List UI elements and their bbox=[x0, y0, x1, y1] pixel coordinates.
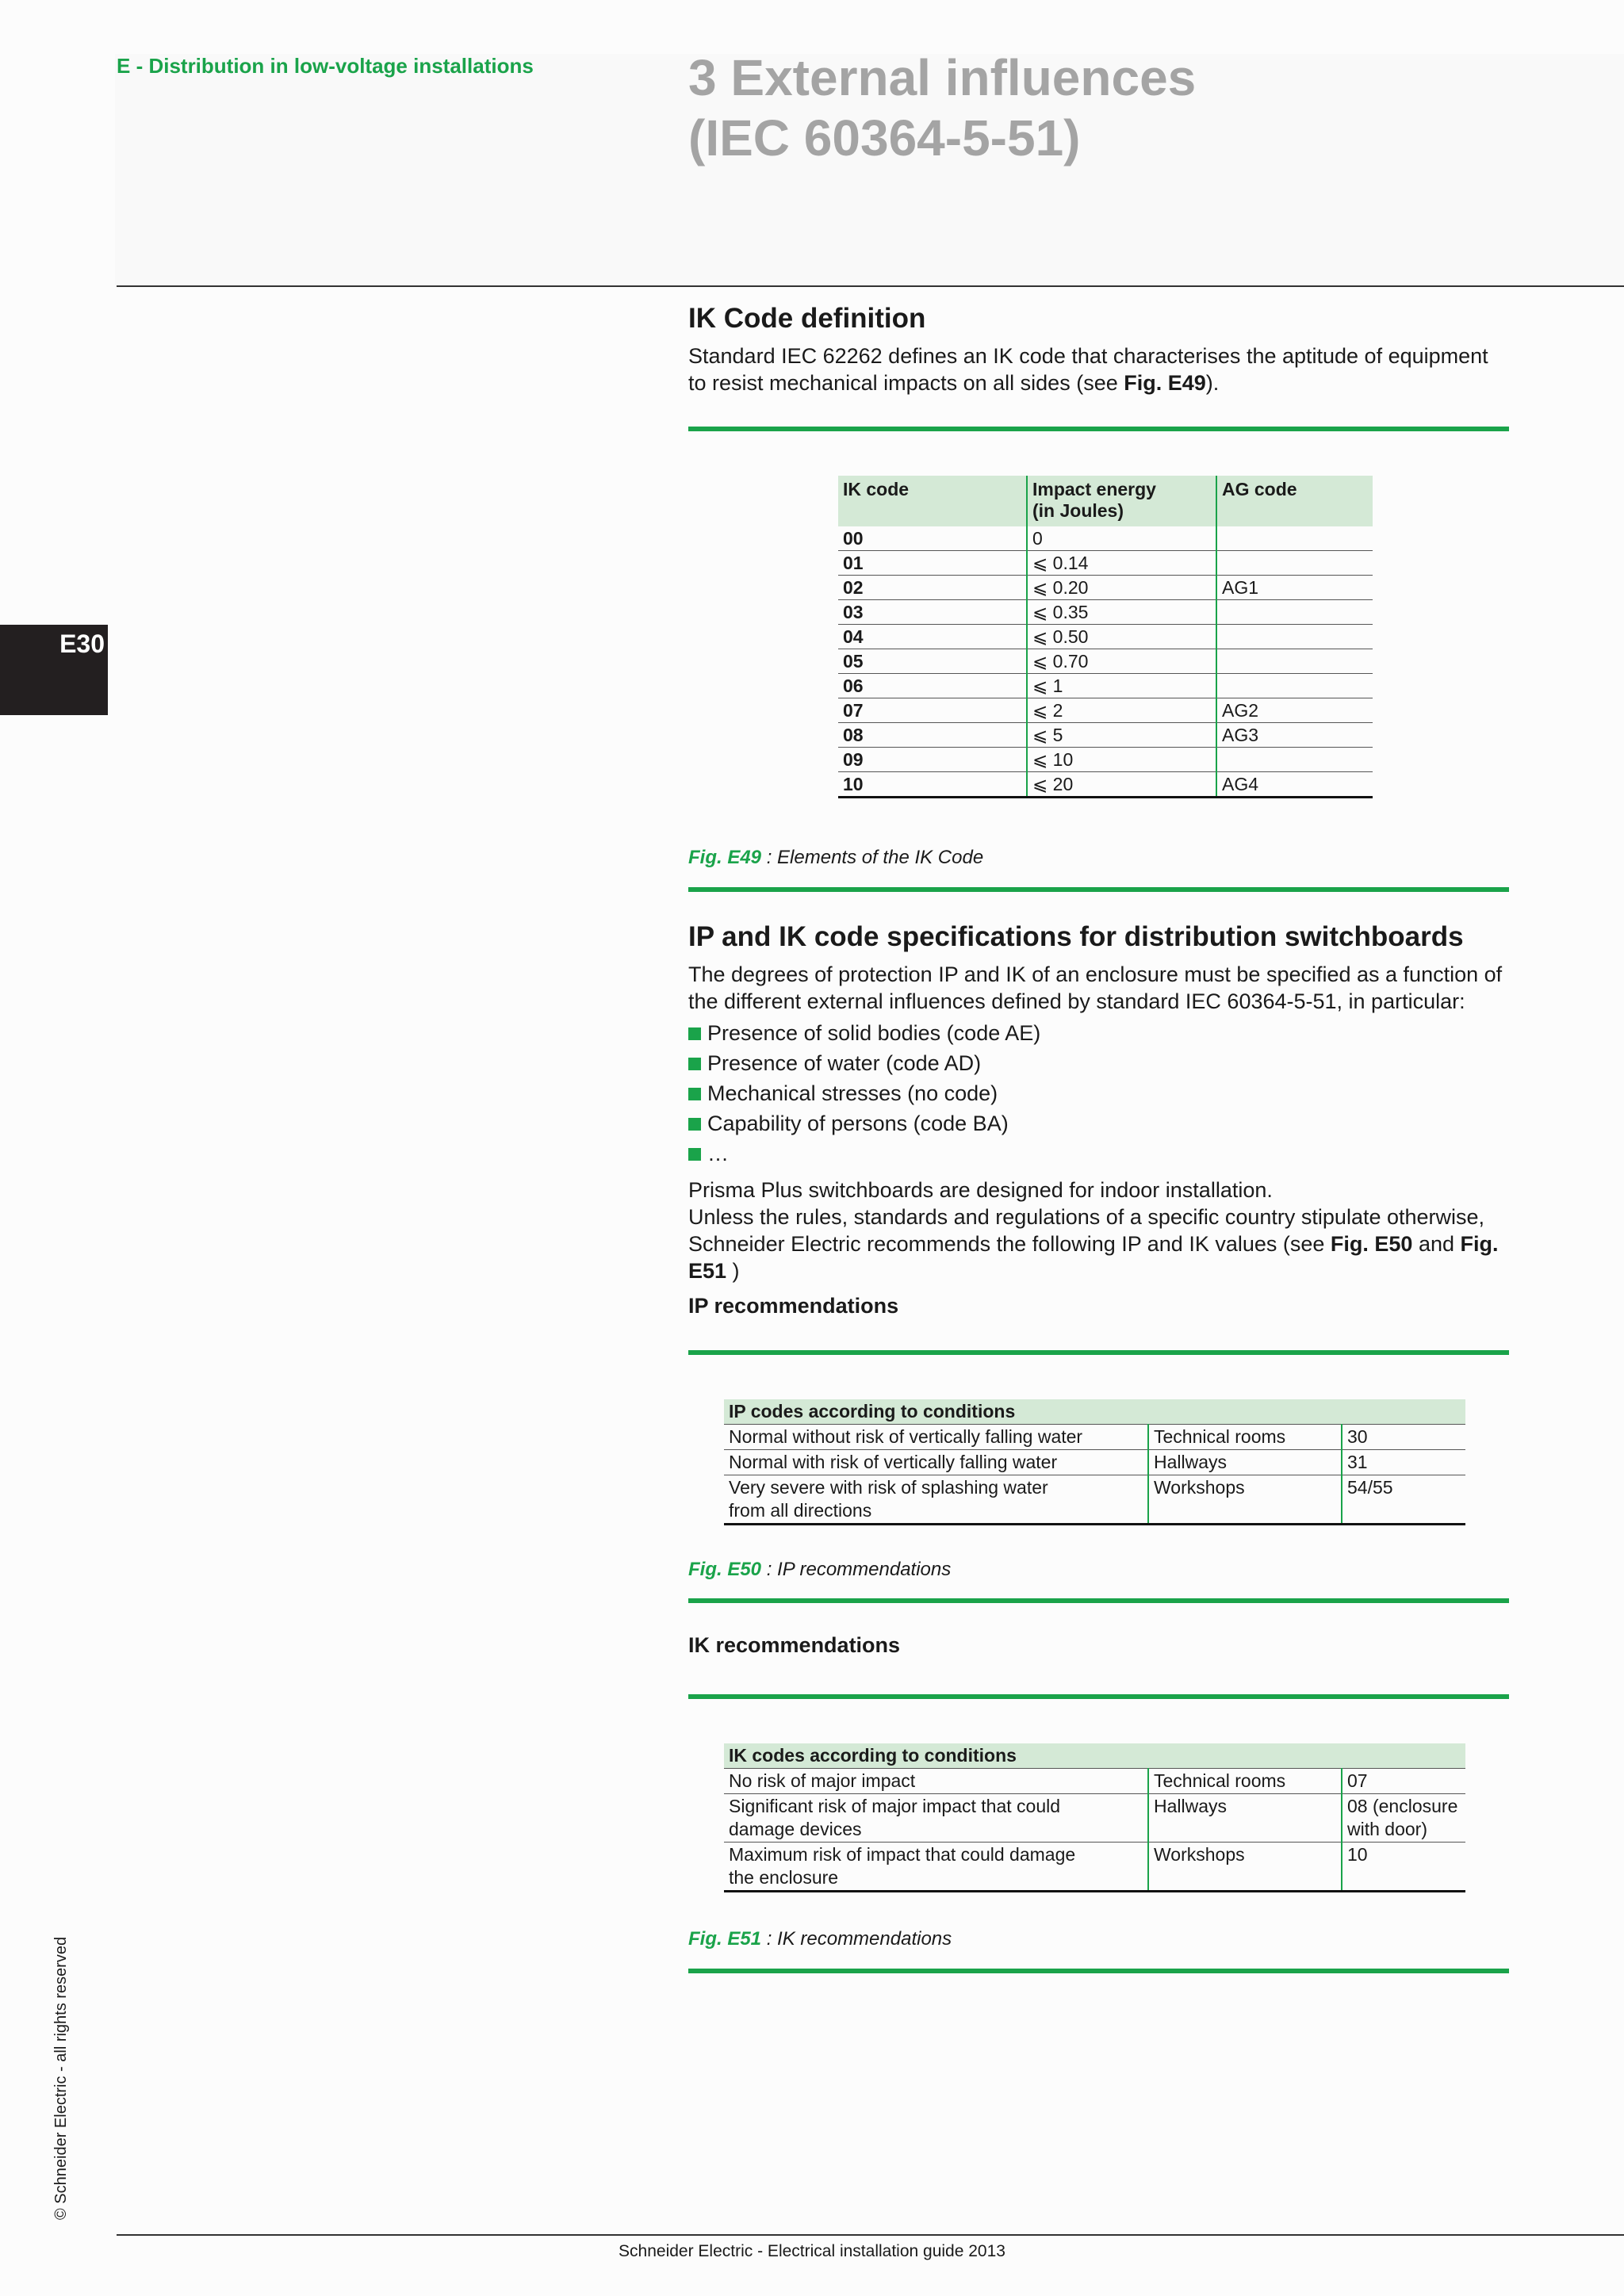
table-cell: AG2 bbox=[1216, 698, 1373, 723]
table-row bbox=[838, 600, 1373, 625]
table-cell: 02 bbox=[838, 576, 1027, 600]
section-ik-definition bbox=[688, 303, 1509, 396]
list-item: … bbox=[688, 1138, 1509, 1169]
column-header: IK code bbox=[838, 476, 1027, 526]
table-cell: 01 bbox=[838, 551, 1027, 576]
table-cell: 0 bbox=[1027, 526, 1216, 551]
table-header-row bbox=[838, 476, 1373, 526]
table-cell: 07 bbox=[1342, 1769, 1465, 1794]
table-cell: Normal without risk of vertically falling water bbox=[724, 1425, 1148, 1450]
table-cell: ⩽ 0.20 bbox=[1027, 576, 1216, 600]
table-cell bbox=[1216, 649, 1373, 674]
table-row bbox=[724, 1425, 1465, 1450]
paragraph-text: Standard IEC 62262 defines an IK code that characterises the aptitude of equipment to resist mechanical impacts on all sides (see bbox=[688, 344, 1488, 395]
table-row bbox=[724, 1843, 1465, 1892]
figure-caption-e50 bbox=[688, 1559, 951, 1581]
chapter-title-line2: (IEC 60364-5-51) bbox=[688, 109, 1081, 166]
table-cell bbox=[1216, 551, 1373, 576]
table-header-row bbox=[724, 1399, 1465, 1425]
table-cell: 04 bbox=[838, 625, 1027, 649]
table-cell: 07 bbox=[838, 698, 1027, 723]
table-cell: 05 bbox=[838, 649, 1027, 674]
section-title-ik-definition: IK Code definition bbox=[688, 303, 926, 334]
ip-recommendations-table bbox=[724, 1399, 1465, 1525]
footer-rule bbox=[117, 2234, 1624, 2236]
figure-label: Fig. E49 bbox=[688, 847, 762, 868]
list-item: Mechanical stresses (no code) bbox=[688, 1078, 1509, 1108]
table-cell: 03 bbox=[838, 600, 1027, 625]
table-cell bbox=[1216, 526, 1373, 551]
green-rule bbox=[688, 427, 1509, 431]
paragraph-text: ) bbox=[726, 1259, 740, 1283]
table-cell: 54/55 bbox=[1342, 1475, 1465, 1525]
table-row bbox=[724, 1475, 1465, 1525]
table-cell: AG1 bbox=[1216, 576, 1373, 600]
table-row bbox=[838, 723, 1373, 748]
table-cell: ⩽ 0.14 bbox=[1027, 551, 1216, 576]
table-cell bbox=[1216, 625, 1373, 649]
figure-caption-e51 bbox=[688, 1928, 952, 1950]
page-footer: Schneider Electric - Electrical installation guide 2013 bbox=[619, 2242, 1005, 2260]
table-row bbox=[838, 625, 1373, 649]
ik-code-table bbox=[838, 476, 1373, 798]
section-ip-ik-specifications bbox=[688, 921, 1509, 1318]
table-cell: Technical rooms bbox=[1148, 1769, 1342, 1794]
caption-text: : IP recommendations bbox=[761, 1559, 952, 1580]
copyright-notice: © Schneider Electric - all rights reserved bbox=[52, 1936, 70, 2220]
running-head: E - Distribution in low-voltage installations bbox=[117, 54, 534, 78]
figure-reference[interactable]: Fig. E51 bbox=[688, 1232, 1499, 1283]
table-row bbox=[838, 526, 1373, 551]
column-header: AG code bbox=[1216, 476, 1373, 526]
paragraph-text: ). bbox=[1205, 371, 1220, 395]
table-cell: Workshops bbox=[1148, 1843, 1342, 1892]
table-cell: Technical rooms bbox=[1148, 1425, 1342, 1450]
ik-definition-paragraph bbox=[688, 342, 1509, 396]
chapter-title-line1: 3 External influences bbox=[688, 49, 1197, 106]
table-cell: Normal with risk of vertically falling water bbox=[724, 1450, 1148, 1475]
table-cell: 08 bbox=[838, 723, 1027, 748]
table-cell: Workshops bbox=[1148, 1475, 1342, 1525]
figure-reference[interactable]: Fig. E49 bbox=[1124, 371, 1206, 395]
table-row bbox=[724, 1794, 1465, 1843]
table-cell: 31 bbox=[1342, 1450, 1465, 1475]
caption-text: : IK recommendations bbox=[761, 1928, 952, 1950]
table-header-row bbox=[724, 1743, 1465, 1769]
table-row bbox=[724, 1769, 1465, 1794]
figure-label: Fig. E51 bbox=[688, 1928, 762, 1950]
table-cell: 10 bbox=[1342, 1843, 1465, 1892]
table-row bbox=[838, 772, 1373, 798]
table-row bbox=[838, 551, 1373, 576]
figure-label: Fig. E50 bbox=[688, 1559, 762, 1580]
green-rule bbox=[688, 1598, 1509, 1603]
recommendation-paragraph bbox=[688, 1203, 1509, 1284]
table-cell: ⩽ 0.50 bbox=[1027, 625, 1216, 649]
table-cell bbox=[1216, 600, 1373, 625]
page-number-tab bbox=[0, 625, 108, 715]
list-item: Capability of persons (code BA) bbox=[688, 1108, 1509, 1138]
table-cell: 00 bbox=[838, 526, 1027, 551]
table-row bbox=[838, 748, 1373, 772]
table-row bbox=[838, 698, 1373, 723]
chapter-title bbox=[688, 48, 1196, 168]
table-cell: ⩽ 10 bbox=[1027, 748, 1216, 772]
figure-reference[interactable]: Fig. E50 bbox=[1330, 1232, 1413, 1256]
section-title-ip-ik: IP and IK code specifications for distribution switchboards bbox=[688, 921, 1464, 952]
table-row bbox=[838, 649, 1373, 674]
table-cell: ⩽ 2 bbox=[1027, 698, 1216, 723]
table-cell: ⩽ 20 bbox=[1027, 772, 1216, 798]
table-cell: No risk of major impact bbox=[724, 1769, 1148, 1794]
table-cell: ⩽ 1 bbox=[1027, 674, 1216, 698]
intro-paragraph: The degrees of protection IP and IK of an enclosure must be specified as a function of the different external influences defined by standard IEC 60364-5-51, in particular: bbox=[688, 962, 1503, 1013]
table-cell: 09 bbox=[838, 748, 1027, 772]
table-cell: Maximum risk of impact that could damage the enclosure bbox=[724, 1843, 1148, 1892]
table-cell: 06 bbox=[838, 674, 1027, 698]
table-cell: 08 (enclosure with door) bbox=[1342, 1794, 1465, 1843]
page-number: E30 bbox=[59, 629, 105, 658]
table-cell: Very severe with risk of splashing water from all directions bbox=[724, 1475, 1148, 1525]
list-item: Presence of water (code AD) bbox=[688, 1048, 1509, 1078]
table-cell bbox=[1216, 674, 1373, 698]
table-row bbox=[724, 1450, 1465, 1475]
figure-caption-e49 bbox=[688, 847, 983, 869]
ik-recommendations-subhead: IK recommendations bbox=[688, 1633, 901, 1657]
green-rule bbox=[688, 1694, 1509, 1699]
caption-text: : Elements of the IK Code bbox=[761, 847, 984, 868]
paragraph-text: Unless the rules, standards and regulations of a specific country stipulate otherwise, Schneider Electric recommends the following IP and IK values (see bbox=[688, 1205, 1485, 1256]
ip-recommendations-subhead: IP recommendations bbox=[688, 1294, 899, 1318]
table-cell bbox=[1216, 748, 1373, 772]
paragraph-text: and bbox=[1412, 1232, 1461, 1256]
table-cell: AG4 bbox=[1216, 772, 1373, 798]
table-cell: ⩽ 5 bbox=[1027, 723, 1216, 748]
table-cell: AG3 bbox=[1216, 723, 1373, 748]
table-cell: Hallways bbox=[1148, 1794, 1342, 1843]
table-cell: ⩽ 0.70 bbox=[1027, 649, 1216, 674]
green-rule bbox=[688, 887, 1509, 892]
table-row bbox=[838, 674, 1373, 698]
column-header: Impact energy (in Joules) bbox=[1027, 476, 1216, 526]
table-cell: 30 bbox=[1342, 1425, 1465, 1450]
table-row bbox=[838, 576, 1373, 600]
header-rule bbox=[117, 285, 1624, 287]
influences-list bbox=[688, 1018, 1509, 1169]
green-rule bbox=[688, 1969, 1509, 1973]
prisma-paragraph: Prisma Plus switchboards are designed for indoor installation. bbox=[688, 1178, 1273, 1202]
table-header: IK codes according to conditions bbox=[724, 1743, 1465, 1769]
ik-recommendations-table bbox=[724, 1743, 1465, 1892]
green-rule bbox=[688, 1350, 1509, 1355]
table-cell: Hallways bbox=[1148, 1450, 1342, 1475]
table-cell: ⩽ 0.35 bbox=[1027, 600, 1216, 625]
table-cell: 10 bbox=[838, 772, 1027, 798]
table-header: IP codes according to conditions bbox=[724, 1399, 1465, 1425]
table-cell: Significant risk of major impact that could damage devices bbox=[724, 1794, 1148, 1843]
list-item: Presence of solid bodies (code AE) bbox=[688, 1018, 1509, 1048]
